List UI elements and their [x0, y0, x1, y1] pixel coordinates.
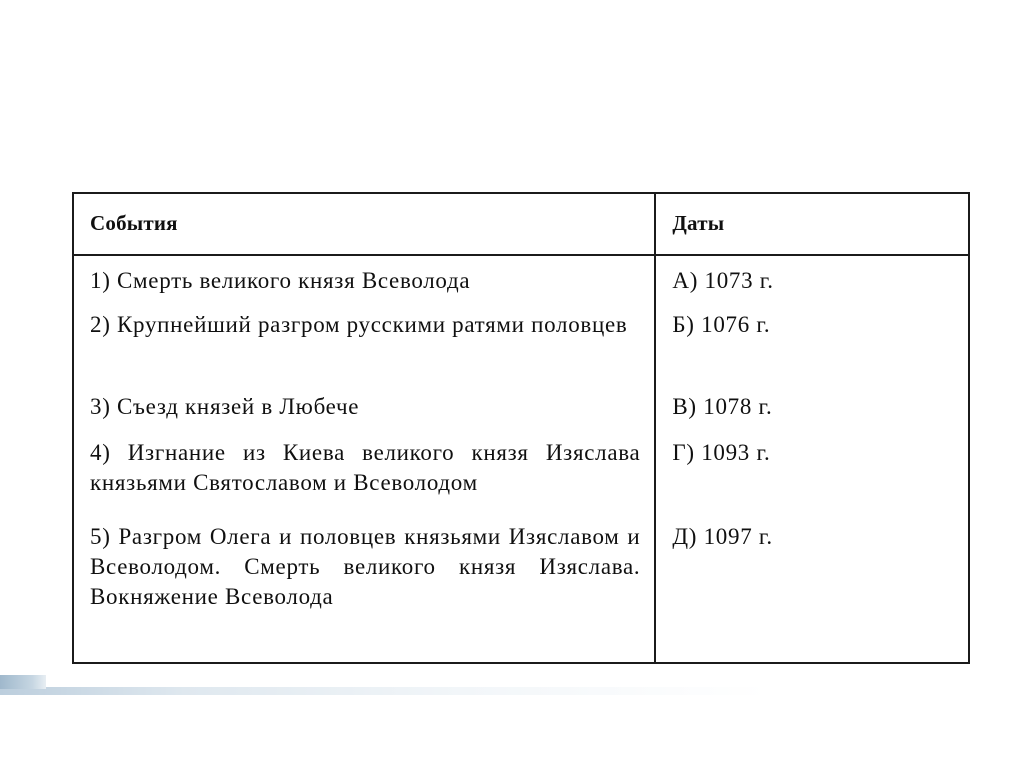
event-text-4: Изгнание из Киева великого князя Изяслава князьями Святославом и Всеволодом [90, 439, 641, 496]
event-item-1 [90, 266, 640, 306]
date-letter-5: Д) [672, 523, 698, 549]
column-header-dates: Даты [655, 193, 969, 255]
event-number-3: 3) [90, 393, 111, 419]
date-item-2 [672, 310, 954, 388]
date-item-4 [672, 438, 954, 518]
event-item-4 [90, 438, 640, 518]
date-item-3 [672, 392, 954, 434]
date-value-1: 1073 г. [704, 267, 774, 293]
slide-bottom-accent-bar [0, 687, 1024, 695]
date-value-2: 1076 г. [701, 311, 771, 337]
date-item-5 [672, 522, 954, 642]
date-value-5: 1097 г. [703, 523, 773, 549]
event-text-2: Крупнейший разгром русскими ратями половцев [117, 311, 628, 337]
table-body-row [73, 255, 969, 663]
event-item-5 [90, 522, 640, 642]
event-text-1: Смерть великого князя Всеволода [117, 267, 471, 293]
date-item-1 [672, 266, 954, 306]
event-text-5: Разгром Олега и половцев князьями Изяславом и Всеволодом. Смерть великого князя Изяслава. Вокняжение Всеволода [90, 523, 641, 610]
date-letter-3: В) [672, 393, 697, 419]
event-number-1: 1) [90, 267, 111, 293]
date-value-4: 1093 г. [701, 439, 771, 465]
table-header-row [73, 193, 969, 255]
event-text-3: Съезд князей в Любече [117, 393, 360, 419]
slide-corner-accent [0, 675, 46, 689]
event-number-4: 4) [90, 439, 111, 465]
event-item-2 [90, 310, 640, 388]
table [72, 192, 970, 664]
event-item-3 [90, 392, 640, 434]
date-letter-4: Г) [672, 439, 695, 465]
date-value-3: 1078 г. [703, 393, 773, 419]
matching-task-table [72, 192, 970, 664]
event-number-2: 2) [90, 311, 111, 337]
column-header-events: События [73, 193, 655, 255]
events-column [73, 255, 655, 663]
dates-column [655, 255, 969, 663]
date-letter-1: А) [672, 267, 699, 293]
date-letter-2: Б) [672, 311, 695, 337]
event-number-5: 5) [90, 523, 111, 549]
